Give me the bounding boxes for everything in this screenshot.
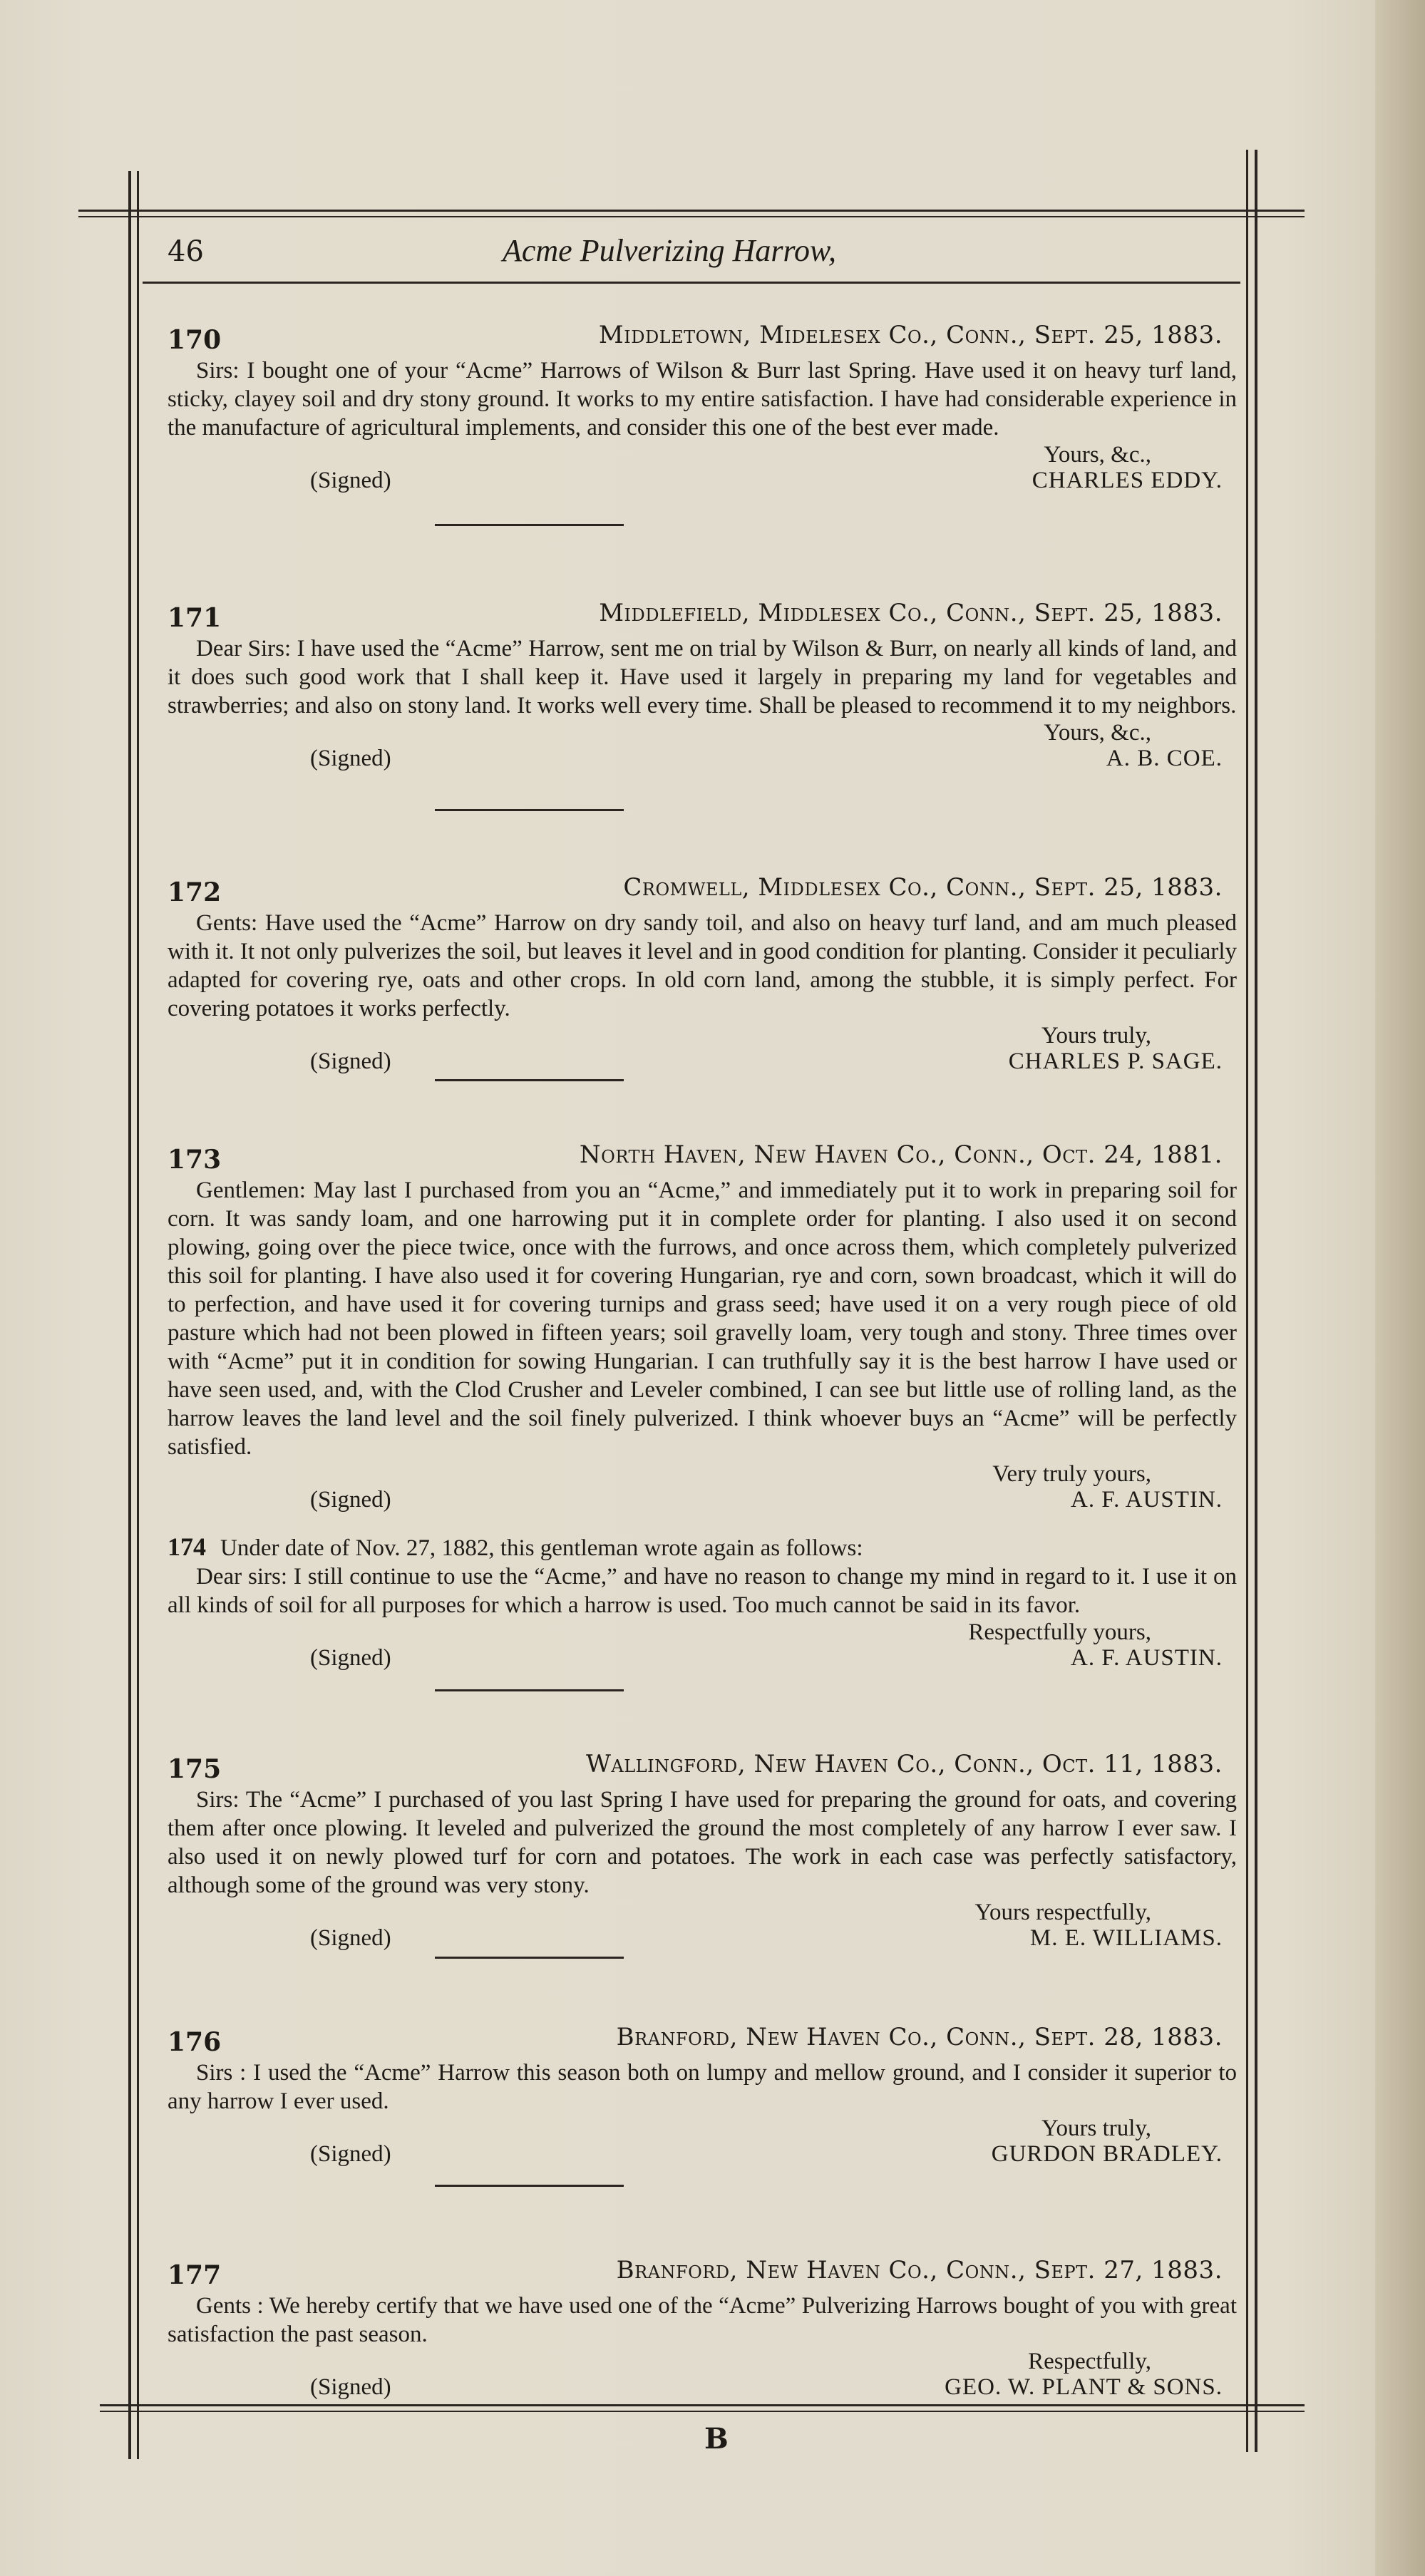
- letter-closing: Respectfully yours,: [968, 1619, 1151, 1645]
- letter-place-date: Cromwell, Middlesex Co., Conn., Sept. 25, 1883.: [623, 873, 1223, 902]
- followup-intro: [168, 1532, 1237, 1562]
- letter-signer: A. F. AUSTIN.: [1071, 1487, 1223, 1513]
- letter-closing: Yours truly,: [1041, 2116, 1151, 2141]
- running-head: [168, 235, 1237, 278]
- letter-signed: (Signed): [310, 1645, 391, 1671]
- letter-number: 171: [168, 603, 222, 633]
- letter-signer: CHARLES EDDY.: [1032, 468, 1223, 493]
- letter-175: [168, 1750, 1237, 1957]
- letter-signed: (Signed): [310, 1049, 391, 1074]
- header-underline: [143, 282, 1240, 284]
- letter-body: Dear Sirs: I have used the “Acme” Harrow, sent me on trial by Wilson & Burr, on nearly all kinds of land, and it does such good work that I shall keep it. Have used it largely in preparing my land for vegetables and strawberries; and also on stony land. It works well every time. Shall be pleased to recommend it to my neighbors.: [168, 636, 1237, 718]
- letter-body: Sirs: I bought one of your “Acme” Harrows of Wilson & Burr last Spring. Have used it on heavy turf land, sticky, clayey soil and dry stony ground. It works to my entire satisfaction. I have had considerable experience in the manufacture of agricultural implements, and consider this one of the best ever made.: [168, 358, 1237, 441]
- separator-rule: [435, 1957, 624, 1959]
- separator-rule: [435, 1689, 624, 1691]
- letter-body: Gentlemen: May last I purchased from you an “Acme,” and immediately put it to work in preparing soil for corn. It was sandy loam, and one harrowing put it in complete order for planting. I also used it on second plowing, going over the piece twice, once with the furrows, and once across them, which completely pulverized this soil for planting. I have also used it for covering Hungarian, rye and corn, sown broadcast, which it will do to perfection, and have used it for covering turnips and grass seed; have used it on a very rough piece of old pasture which had not been plowed in fifteen years; soil gravelly loam, very tough and stony. Three times over with “Acme” put it in condition for sowing Hungarian. I can truthfully say it is the best harrow I have used or have seen used, and, with the Clod Crusher and Leveler combined, I can see but little use of rolling land, as the harrow leaves the land level and the soil finely pulverized. I think whoever buys an “Acme” will be perfectly satisfied.: [168, 1178, 1237, 1460]
- letter-signed: (Signed): [310, 1925, 391, 1951]
- letter-172: [168, 873, 1237, 1080]
- letter-signer: GURDON BRADLEY.: [991, 2141, 1223, 2167]
- page-title: Acme Pulverizing Harrow,: [503, 233, 837, 268]
- border-bottom-rule-2: [100, 2411, 1305, 2412]
- letter-170: [168, 321, 1237, 499]
- letter-closing: Yours truly,: [1041, 1023, 1151, 1049]
- separator-rule: [435, 2185, 624, 2187]
- letter-signer: CHARLES P. SAGE.: [1008, 1049, 1223, 1074]
- letter-body: Dear sirs: I still continue to use the “Acme,” and have no reason to change my mind in regard to it. I use it on all kinds of soil for all purposes for which a harrow is used. Too much cannot be said in its favor.: [168, 1564, 1237, 1618]
- signature-mark: B: [704, 2422, 729, 2456]
- letter-place-date: Wallingford, New Haven Co., Conn., Oct. 11, 1883.: [585, 1750, 1223, 1778]
- letter-signed: (Signed): [310, 2141, 391, 2167]
- letter-number: 173: [168, 1145, 222, 1175]
- letter-signed: (Signed): [310, 1487, 391, 1513]
- letter-171: [168, 599, 1237, 777]
- letter-body: Sirs: The “Acme” I purchased of you last Spring I have used for preparing the ground for oats, and covering them after once plowing. It leveled and pulverized the ground the most completely of any harrow I ever saw. I also used it on newly plowed turf for corn and potatoes. The work in each case was perfectly satisfactory, although some of the ground was very stony.: [168, 1787, 1237, 1898]
- page-edge: [1375, 0, 1425, 2576]
- border-right-outer: [1255, 150, 1257, 2452]
- letter-place-date: Middlefield, Middlesex Co., Conn., Sept. 25, 1883.: [599, 599, 1223, 627]
- letter-closing: Yours, &c.,: [1044, 442, 1151, 468]
- letter-number: 172: [168, 877, 222, 907]
- border-top-rule-2: [78, 216, 1305, 217]
- separator-rule: [435, 809, 624, 811]
- letter-closing: Respectfully,: [1028, 2349, 1151, 2374]
- letter-place-date: Middletown, Midelesex Co., Conn., Sept. 25, 1883.: [598, 321, 1223, 349]
- border-left-outer: [128, 171, 131, 2459]
- border-right-inner: [1246, 150, 1248, 2452]
- letter-signed: (Signed): [310, 468, 391, 493]
- letter-signed: (Signed): [310, 2374, 391, 2400]
- letter-signer: GEO. W. PLANT & SONS.: [945, 2374, 1223, 2400]
- letter-176: [168, 2023, 1237, 2173]
- letter-place-date: North Haven, New Haven Co., Conn., Oct. 24, 1881.: [579, 1140, 1223, 1169]
- page-number: 46: [168, 235, 204, 268]
- letter-number: 177: [168, 2260, 222, 2290]
- border-top-rule-1: [78, 210, 1305, 212]
- followup-intro-text: Under date of Nov. 27, 1882, this gentleman wrote again as follows:: [220, 1535, 863, 1561]
- letter-closing: Yours respectfully,: [974, 1900, 1151, 1925]
- letter-body: Gents: Have used the “Acme” Harrow on dry sandy toil, and also on heavy turf land, and am much pleased with it. It not only pulverizes the soil, but leaves it level and in good condition for planting. Consider it peculiarly adapted for covering rye, oats and other crops. In old corn land, among the stubble, it is simply perfect. For covering potatoes it works perfectly.: [168, 910, 1237, 1021]
- separator-rule: [435, 1079, 624, 1081]
- letter-place-date: Branford, New Haven Co., Conn., Sept. 27, 1883.: [616, 2256, 1223, 2284]
- letter-number: 174: [168, 1532, 206, 1561]
- letter-signer: M. E. WILLIAMS.: [1029, 1925, 1223, 1951]
- letter-body: Sirs : I used the “Acme” Harrow this season both on lumpy and mellow ground, and I consider it superior to any harrow I ever used.: [168, 2060, 1237, 2114]
- border-left-inner: [137, 171, 139, 2459]
- letter-body: Gents : We hereby certify that we have used one of the “Acme” Pulverizing Harrows bought of you with great satisfaction the past season.: [168, 2293, 1237, 2347]
- letter-closing: Very truly yours,: [992, 1461, 1151, 1487]
- letter-signer: A. B. COE.: [1106, 746, 1223, 771]
- letter-signed: (Signed): [310, 746, 391, 771]
- letter-173: [168, 1140, 1237, 1518]
- letter-number: 176: [168, 2027, 222, 2057]
- letter-signer: A. F. AUSTIN.: [1071, 1645, 1223, 1671]
- letter-177: [168, 2256, 1237, 2406]
- separator-rule: [435, 524, 624, 526]
- letter-number: 175: [168, 1754, 222, 1784]
- letter-174: [168, 1532, 1237, 1676]
- letter-closing: Yours, &c.,: [1044, 720, 1151, 746]
- letter-number: 170: [168, 325, 222, 355]
- letter-place-date: Branford, New Haven Co., Conn., Sept. 28, 1883.: [616, 2023, 1223, 2051]
